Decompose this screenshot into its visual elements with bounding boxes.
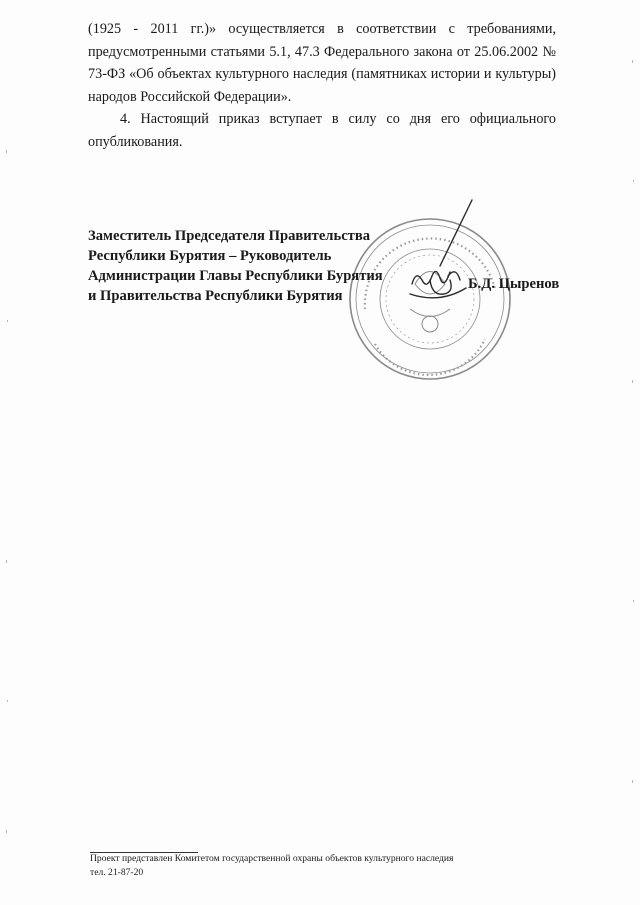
signatory-position	[88, 226, 388, 306]
signatory-position-line: и Правительства Республики Бурятия	[88, 288, 343, 304]
body-paragraph-item-4: 4. Настоящий приказ вступает в силу со дня его официального опубликования.	[88, 111, 556, 150]
body-paragraph-continuation: (1925 - 2011 гг.)» осуществляется в соответствии с требованиями, предусмотренными статьями 5.1, 47.3 Федерального закона от 25.06.2002 № 73-ФЗ «Об объектах культурного наследия (памятниках истории и культуры) народов Российской Федерации».	[88, 21, 556, 105]
signer-name: Б.Д. Цыренов	[468, 276, 560, 292]
handwritten-signature	[392, 196, 492, 316]
signatory-position-line: Республики Бурятия – Руководитель	[88, 248, 332, 264]
scan-edge-right	[628, 0, 636, 905]
signatory-position-line: Администрации Главы Республики Бурятия	[88, 268, 383, 284]
footnote-prepared-by: Проект представлен Комитетом государственной охраны объектов культурного наследия	[90, 853, 454, 864]
scan-edge-left	[4, 0, 12, 905]
footnote-phone: тел. 21-87-20	[90, 867, 144, 878]
signatory-position-line: Заместитель Председателя Правительства	[88, 228, 371, 244]
